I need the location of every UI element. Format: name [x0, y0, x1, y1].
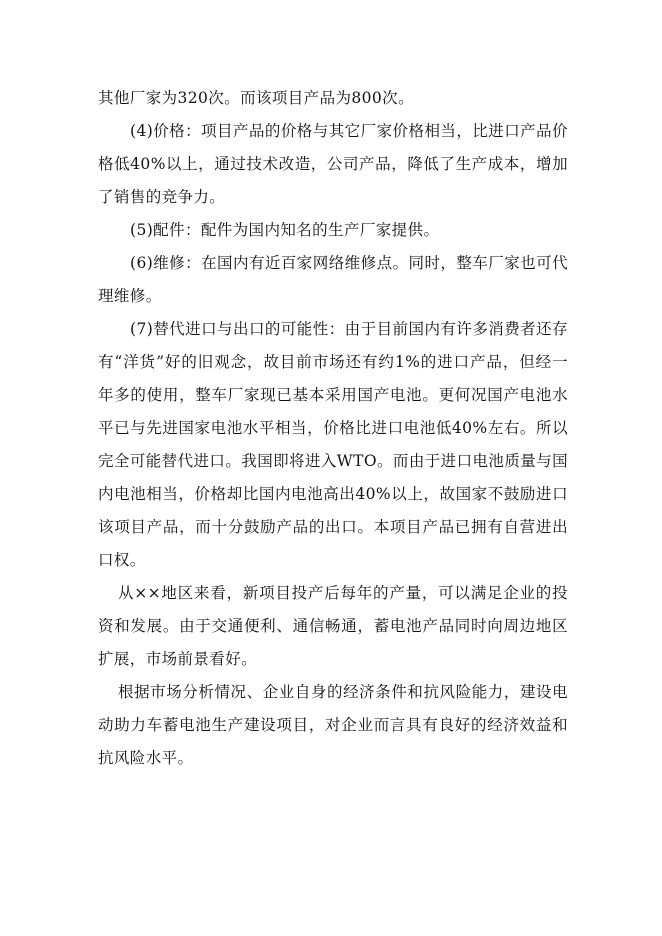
text-body	[98, 82, 568, 775]
paragraph-maintenance: (6)维修：在国内有近百家网络维修点。同时，整车厂家也可代理维修。	[98, 254, 568, 305]
paragraph-regional-market: 从××地区来看，新项目投产后每年的产量，可以满足企业的投资和发展。由于交通便利、通信畅通，蓄电池产品同时向周边地区扩展，市场前景看好。	[98, 584, 568, 668]
paragraph-import-export: (7)替代进口与出口的可能性：由于目前国内有许多消费者还存有“洋货”好的旧观念，故目前市场还有约1%的进口产品，但经一年多的使用，整车厂家现已基本采用国产电池。更何况国产电池水平已与先进国家电池水平相当，价格比进口电池低40%左右。所以完全可能替代进口。我国即将进入WTO。而由于进口电池质量与国内电池相当，价格却比国内电池高出40%以上，故国家不鼓励进口该项目产品，而十分鼓励产品的出口。本项目产品已拥有自营进出口权。	[98, 320, 568, 569]
paragraph-continuation: 其他厂家为320次。而该项目产品为800次。	[98, 89, 414, 107]
paragraph-conclusion: 根据市场分析情况、企业自身的经济条件和抗风险能力，建设电动助力车蓄电池生产建设项目，对企业而言具有良好的经济效益和抗风险水平。	[98, 683, 568, 767]
paragraph-price: (4)价格：项目产品的价格与其它厂家价格相当，比进口产品价格低40%以上，通过技术改造，公司产品，降低了生产成本，增加了销售的竞争力。	[98, 122, 568, 206]
paragraph-parts: (5)配件：配件为国内知名的生产厂家提供。	[130, 221, 440, 239]
